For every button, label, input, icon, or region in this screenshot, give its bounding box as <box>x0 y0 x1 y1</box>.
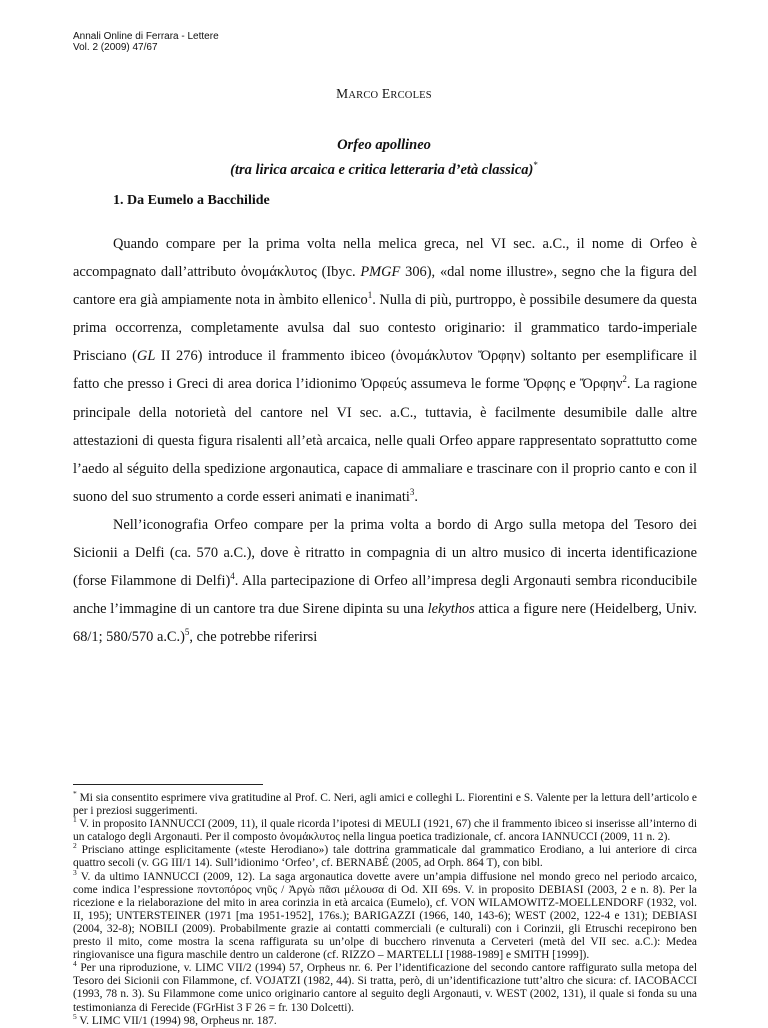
author-name: MARCO ERCOLES <box>336 86 432 101</box>
footnote: $^3$ V. da ultimo IANNUCCI (2009, 12). La saga argonautica dovette avere un’ampia diffusione nel mondo greco nel periodo arcaico, come indica l’espressione ποντοπόρος νηῦς / Ἀργὼ πᾶσι μέλουσα di Od. XII 69s. V. in proposito DEBIASI (2003, 2 e n. 8). Per la ricezione e la rielaborazione del mito in area corinzia in età arcaica (Eumelo), cf. VON WILAMOWITZ-MOELLENDORF (1932, vol. II, 195); UNTERSTEINER (1971 [ma 1951-1952], 176s.); BARIGAZZI (1966, 140, 143-6); WEST (2002, 122-4 e 131); DEBIASI (2004, 32-8); NOBILI (2009). Probabilmente grazie ai contatti commerciali (e culturali) con i Corinzii, gli Etruschi recepirono ben presto il mito, come mostra la scena raffigurata su un’olpe di bucchero rinvenuta a Cerveteri (metà del VII sec. a.C.): Medea ringiovanisce una figura maschile dentro un calderone (cf. RIZZO – MARTELLI [1988-1989] e SMITH [1999]). <box>73 867 697 962</box>
footnote-ref: 2 <box>622 374 627 385</box>
footnote: $^1$ V. in proposito IANNUCCI (2009, 11), il quale ricorda l’ipotesi di MEULI (1921, 67) che il frammento ibiceo si inserisse all’interno di un catalogo degli Argonauti. Per il composto ὀνομάκλυτος nella lingua poetica tradizionale, cf. ancora IANNUCCI (2009, 11 n. 2). <box>73 815 697 844</box>
paragraph: Nell’iconografia Orfeo compare per la prima volta a bordo di Argo sulla metopa del Tesoro dei Sicionii a Delfi (ca. 570 a.C.), dove è ritratto in compagnia di un altro musico di incerta identificazione (forse Filammone di Delfi)$^4$. Alla partecipazione di Orfeo all’impresa degli Argonauti sembra riconducibile anche l’immagine di un cantore tra due Sirene dipinta su una lekythos attica a figure nere (Heidelberg, Univ. 68/1; 580/570 a.C.)$^5$, che potrebbe riferirsi <box>73 516 697 646</box>
footnote-divider <box>73 784 263 785</box>
title-footnote-marker: * <box>533 160 538 170</box>
article-title <box>0 135 768 180</box>
journal-name: Annali Online di Ferrara - Lettere <box>73 31 219 42</box>
paragraph: Quando compare per la prima volta nella melica greca, nel VI sec. a.C., il nome di Orfeo è accompagnato dall’attributo ὀνομάκλυτος (Ibyc. PMGF 306), «dal nome illustre», segno che la figura del cantore era già ampiamente nota in àmbito ellenico$^1$. Nulla di più, purtroppo, è possibile desumere da questa prima occorrenza, completamente avulsa dal suo contesto originario: il grammatico tardo-imperiale Prisciano (GL II 276) introduce il frammento ibiceo (ὀνομάκλυτον Ὄρφην) soltanto per esemplificare il fatto che presso i Greci di area dorica l’idionimo Ὀρφεύς assumeva le forme Ὄρφης e Ὄρφην$^2$. La ragione principale della notorietà del cantore nel VI sec. a.C., tuttavia, è facilmente desumibile dalle altre attestazioni di questa figura risalenti all’età arcaica, nelle quali Orfeo appare rappresentato soprattutto come l’aedo al séguito della spedizione argonautica, capace di ammaliare e trascinare con il proprio canto e con il suono del suo strumento a corde esseri animati e inanimati$^3$. <box>73 236 698 505</box>
footnotes <box>73 789 697 1028</box>
footnote-ref: 4 <box>230 571 235 582</box>
journal-volume: Vol. 2 (2009) 47/67 <box>73 42 158 53</box>
footnote: $^5$ V. LIMC VII/1 (1994) 98, Orpheus nr. 187. <box>73 1011 277 1027</box>
section-heading: 1. Da Eumelo a Bacchilide <box>113 193 270 208</box>
footnote: $^4$ Per una riproduzione, v. LIMC VII/2 (1994) 57, Orpheus nr. 6. Per l’identificazione del secondo cantore raffigurato sulla metopa del Tesoro dei Sicionii con Filammone, cf. VOJATZI (1982, 44). Si tratta, però, di un’identificazione tutt’altro che sicura: cf. IACOBACCI (1993, 78 n. 3). Su Filammone come unico originario cantore al seguito degli Argonauti, v. WEST (2002, 131), il quale si fonda su una testimonianza di Ferecide (FGrHist 3 F 26 = fr. 130 Dolcetti). <box>73 959 697 1014</box>
footnote-ref: 1 <box>367 290 373 301</box>
title-subtitle: (tra lirica arcaica e critica letteraria d’età classica)* <box>230 160 538 178</box>
footnote-ref: 5 <box>184 627 190 638</box>
footnote-ref: 3 <box>409 487 415 498</box>
journal-header <box>73 31 219 53</box>
footnote: * Mi sia consentito esprimere viva gratitudine al Prof. C. Neri, agli amici e colleghi L. Fiorentini e S. Valente per la lettura dell’articolo e per i preziosi suggerimenti. <box>73 789 697 818</box>
footnote: $^2$ Prisciano attinge esplicitamente («teste Herodiano») tale dottrina grammaticale dal grammatico Erodiano, a lui anteriore di circa quattro secoli (v. GG III/1 14). Sull’idionimo ‘Orfeo’, cf. BERNABÉ (2005, ad Orph. 864 T), con bibl. <box>73 841 697 870</box>
title-main: Orfeo apollineo <box>337 137 431 153</box>
body-text <box>73 230 697 651</box>
